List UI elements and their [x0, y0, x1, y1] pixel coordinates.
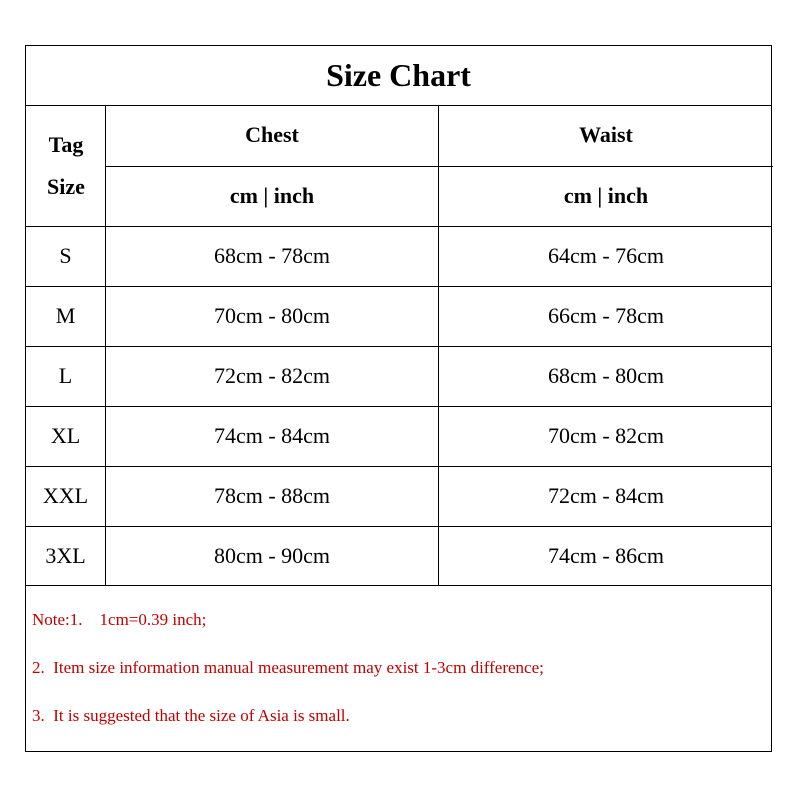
chest-cell: 70cm - 80cm: [213, 303, 331, 328]
size-cell: M: [55, 303, 76, 328]
chest-unit-header: cm | inch: [229, 183, 315, 208]
chest-header: Chest: [245, 122, 299, 147]
size-cell: XL: [50, 423, 81, 448]
tag-size-header: [26, 106, 106, 226]
waist-unit-header: cm | inch: [563, 183, 649, 208]
size-cell: 3XL: [45, 543, 86, 568]
chest-cell: 78cm - 88cm: [213, 483, 331, 508]
waist-cell: 74cm - 86cm: [547, 543, 665, 568]
waist-cell: 64cm - 76cm: [547, 243, 665, 268]
waist-header: Waist: [579, 122, 633, 147]
size-chart-table: [25, 45, 772, 752]
tag-size-header-line1: Tag: [48, 132, 84, 157]
chest-cell: 68cm - 78cm: [213, 243, 331, 268]
waist-cell: 70cm - 82cm: [547, 423, 665, 448]
note-2: 2. Item size information manual measurement may exist 1-3cm difference;: [32, 658, 544, 677]
chest-cell: 80cm - 90cm: [213, 543, 331, 568]
chest-cell: 74cm - 84cm: [213, 423, 331, 448]
notes-section: [26, 586, 771, 753]
note-1: Note:1. 1cm=0.39 inch;: [32, 610, 207, 629]
tag-size-header-line2: Size: [47, 174, 85, 199]
size-cell: L: [58, 363, 73, 388]
waist-cell: 68cm - 80cm: [547, 363, 665, 388]
waist-cell: 66cm - 78cm: [547, 303, 665, 328]
size-cell: S: [59, 243, 72, 268]
note-3: 3. It is suggested that the size of Asia is small.: [32, 706, 350, 725]
chest-cell: 72cm - 82cm: [213, 363, 331, 388]
chart-title: Size Chart: [26, 46, 771, 106]
waist-cell: 72cm - 84cm: [547, 483, 665, 508]
size-cell: XXL: [42, 483, 89, 508]
